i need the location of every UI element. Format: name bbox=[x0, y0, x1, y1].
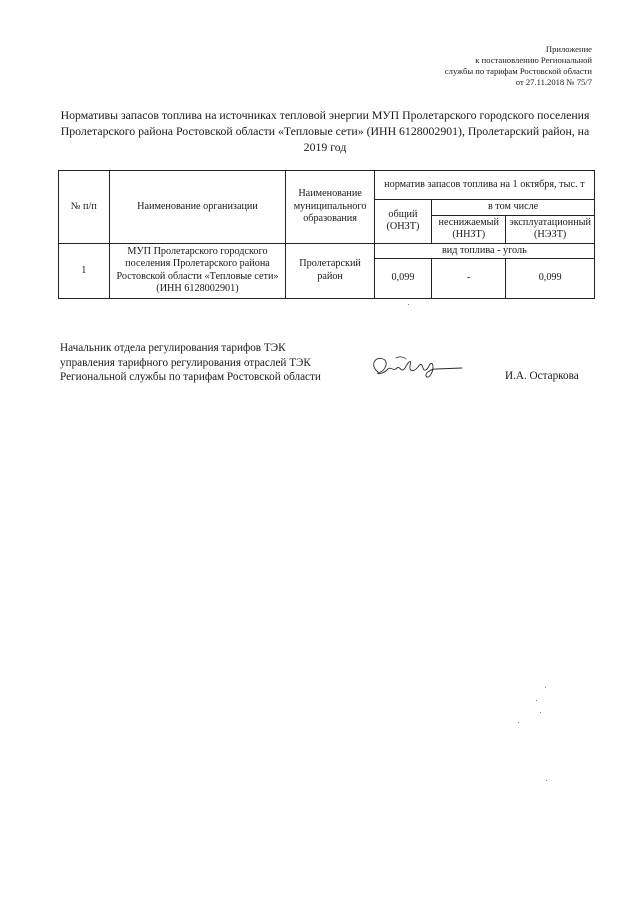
header-including: в том числе bbox=[432, 200, 595, 216]
header-norm: норматив запасов топлива на 1 октября, тыс. т bbox=[374, 171, 594, 200]
header-total: общий (ОНЗТ) bbox=[374, 200, 431, 244]
row-fuel-type: вид топлива - уголь bbox=[374, 243, 594, 259]
title-line-3: 2019 год bbox=[303, 140, 347, 154]
table-row bbox=[59, 243, 595, 259]
row-number: 1 bbox=[59, 243, 110, 299]
scan-speck bbox=[408, 304, 409, 305]
title-line-2: Пролетарского района Ростовской области «Тепловые сети» (ИНН 6128002901), Пролетарский район, на bbox=[60, 124, 590, 138]
appendix-block bbox=[362, 44, 592, 88]
scan-speck bbox=[546, 780, 547, 781]
scan-speck bbox=[545, 687, 546, 688]
position-line-3: Региональной службы по тарифам Ростовской области bbox=[60, 371, 321, 383]
header-municipality: Наименование муниципального образования bbox=[286, 171, 374, 244]
scan-speck bbox=[540, 712, 541, 713]
signatory-position bbox=[60, 341, 380, 385]
row-organization: МУП Пролетарского городского поселения Пролетарского района Ростовской области «Тепловые сети» (ИНН 6128002901) bbox=[109, 243, 286, 299]
appendix-line-4: от 27.11.2018 № 75/7 bbox=[515, 77, 592, 87]
fuel-norms-table bbox=[58, 170, 595, 299]
appendix-line-1: Приложение bbox=[545, 44, 592, 54]
row-total: 0,099 bbox=[374, 259, 431, 299]
title-line-1: Нормативы запасов топлива на источниках тепловой энергии МУП Пролетарского городского поселения bbox=[60, 108, 590, 122]
scan-speck bbox=[518, 722, 519, 723]
header-nezt: эксплуатационный (НЭЗТ) bbox=[506, 215, 595, 243]
row-nnzt: - bbox=[432, 259, 506, 299]
scan-speck bbox=[536, 700, 537, 701]
header-number: № п/п bbox=[59, 171, 110, 244]
appendix-line-3: службы по тарифам Ростовской области bbox=[444, 66, 592, 76]
row-nezt: 0,099 bbox=[506, 259, 595, 299]
signer-name: И.А. Остаркова bbox=[505, 370, 579, 382]
appendix-line-2: к постановлению Региональной bbox=[475, 55, 592, 65]
handwritten-signature bbox=[366, 350, 466, 384]
position-line-1: Начальник отдела регулирования тарифов ТЭК bbox=[60, 342, 286, 354]
document-title bbox=[55, 107, 595, 155]
position-line-2: управления тарифного регулирования отраслей ТЭК bbox=[60, 356, 311, 369]
header-nnzt: неснижаемый (ННЗТ) bbox=[432, 215, 506, 243]
header-organization: Наименование организации bbox=[109, 171, 286, 244]
row-municipality: Пролетарский район bbox=[286, 243, 374, 299]
